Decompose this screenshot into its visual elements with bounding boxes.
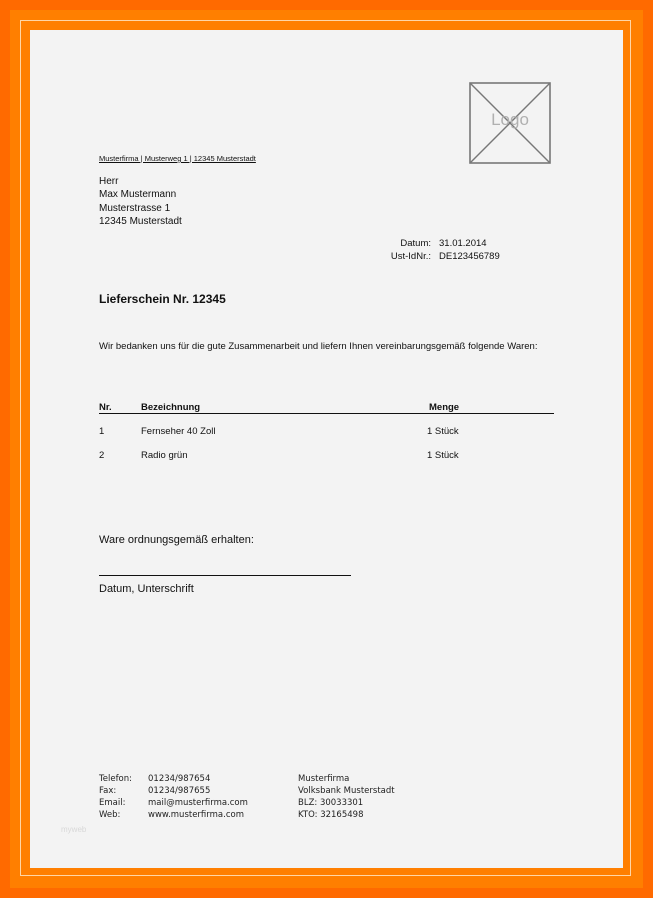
recipient-city: 12345 Musterstadt	[99, 216, 182, 227]
table-header-rule	[99, 413, 554, 414]
footer-email-label: Email:	[99, 798, 126, 808]
footer-phone-label: Telefon:	[99, 774, 133, 784]
watermark: myweb	[61, 825, 87, 834]
intro-text: Wir bedanken uns für die gute Zusammenarbeit und liefern Ihnen vereinbarungsgemäß folgende Waren:	[99, 341, 538, 352]
table-row-name: Fernseher 40 Zoll	[141, 426, 216, 437]
document-page	[30, 30, 623, 868]
footer-bank-account: KTO: 32165498	[298, 810, 364, 820]
signature-label: Datum, Unterschrift	[99, 583, 194, 595]
document-title: Lieferschein Nr. 12345	[99, 292, 226, 306]
column-header-name: Bezeichnung	[141, 402, 201, 413]
footer-phone-value: 01234/987654	[148, 774, 211, 784]
footer-bank-name: Volksbank Musterstadt	[298, 786, 395, 796]
logo-placeholder	[469, 82, 551, 164]
footer-web-label: Web:	[99, 810, 121, 820]
footer-fax-label: Fax:	[99, 786, 117, 796]
footer-fax-value: 01234/987655	[148, 786, 211, 796]
table-row-name: Radio grün	[141, 450, 188, 461]
signature-line	[99, 575, 351, 576]
table-row-qty: 1 Stück	[427, 426, 459, 437]
vat-id-value: DE123456789	[439, 251, 500, 262]
sender-return-address: Musterfirma | Musterweg 1 | 12345 Musterstadt	[99, 154, 256, 163]
table-row-nr: 2	[99, 450, 105, 461]
table-row-nr: 1	[99, 426, 105, 437]
column-header-nr: Nr.	[99, 402, 112, 413]
vat-id-label: Ust-IdNr.:	[390, 251, 431, 262]
table-row-qty: 1 Stück	[427, 450, 459, 461]
footer-web-value: www.musterfirma.com	[148, 810, 244, 820]
footer-email-value: mail@musterfirma.com	[148, 798, 248, 808]
column-header-qty: Menge	[429, 402, 460, 413]
date-value: 31.01.2014	[439, 238, 487, 249]
footer-bank-blz: BLZ: 30033301	[298, 798, 364, 808]
recipient-street: Musterstrasse 1	[99, 203, 171, 214]
recipient-salutation: Herr	[99, 176, 119, 187]
logo-label: Logo	[491, 110, 529, 129]
date-label: Datum:	[400, 238, 431, 249]
footer-bank-company: Musterfirma	[298, 774, 350, 784]
receipt-statement: Ware ordnungsgemäß erhalten:	[99, 534, 254, 546]
recipient-name: Max Mustermann	[99, 189, 177, 200]
